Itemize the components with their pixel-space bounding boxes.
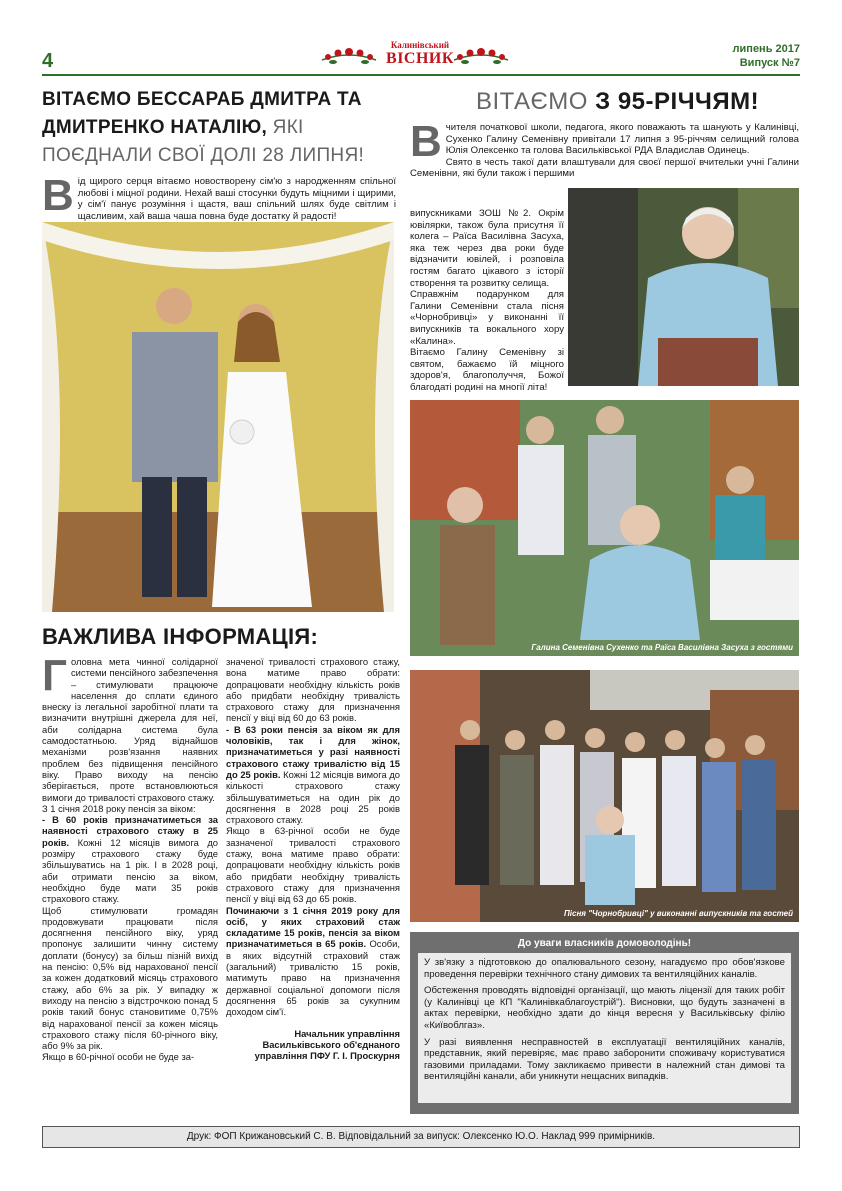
notice-paragraph: У зв'язку з підготовкою до опалювального сезону, нагадуємо про обов'язкове проведення перевірки технічного стану димових та вентиляційних каналів. <box>424 957 785 980</box>
page-header <box>42 38 800 76</box>
wedding-headline <box>42 86 396 170</box>
info-paragraph <box>226 905 400 1018</box>
info-bold: - В 63 роки пенсія за віком як для чоловіків, так і для жінок, призначатиметься у разі наявності страхового стажу тривалістю від 15 до 25 років. <box>226 723 400 780</box>
anniversary-caption-guests: Галина Семенівна Сухенко та Раїса Василівна Засуха з гостями <box>531 643 793 652</box>
floral-ornament-icon <box>452 42 510 68</box>
info-paragraph <box>42 814 218 904</box>
info-paragraph: Щоб стимулювати громадян продовжувати працювати після досягнення пенсійного віку, уряд пропонує залишити чинну систему доплати (бонусу) за більш пізній вихід на пенсію: 0,5% від нарахованої пенсії за кожен додатковий місяць страхового стажу, або 6% за рік. У випадку ж виходу на пенсію з відстрочкою понад 5 років такий бонус становитиме 0,75% від нарахованої пенсії за кожен місяць страхового стажу після 60-річного віку, або 9% за рік. <box>42 904 218 1052</box>
info-signature: Начальник управління Васильківського об'єднаного управління ПФУ Г. І. Проскурня <box>254 1027 400 1062</box>
notice-paragraph: Обстеження проводять відповідні організації, що мають ліцензії для таких робіт (у Калинівці це КП "Калинівкаблагоустрій"). Висновки, що будуть зазначені в актах перевірки, необхідно здати до кінця вересня у Васильківську філію «Київоблгаз». <box>424 985 785 1031</box>
info-text: Кожні 12 місяців вимога до розміру страхового стажу буде збільшуватись на 1 рік. І в 2028 році, аби отримати пенсію за віком, необхідно буде мати 35 років страхового стажу. <box>42 836 218 905</box>
info-headline: ВАЖЛИВА ІНФОРМАЦІЯ: <box>42 624 319 649</box>
anniversary-headline-bold: З 95-РІЧЧЯМ! <box>595 88 760 115</box>
info-paragraph: значеної тривалості страхового стажу, вона матиме право обрати: допрацювати необхідну кількість років або придбати необхідну тривалість страхового стажу для призначення пенсії у віці від 60 до 63 років. <box>226 656 400 724</box>
masthead-title: ВІСНИК <box>386 50 454 67</box>
anniversary-paragraph: Вітаємо Галину Семенівну зі святом, бажаємо їй міцного здоров'я, благополуччя, Божої благодаті родині на многії літа! <box>410 347 564 393</box>
anniversary-headline-light: ВІТАЄМО <box>476 88 596 115</box>
info-paragraph: З 1 січня 2018 року пенсія за віком: <box>42 802 196 814</box>
info-column-b <box>226 656 400 1061</box>
print-footer: Друк: ФОП Крижановський С. В. Відповідальний за випуск: Олексенко Ю.О. Наклад 999 примірників. <box>42 1126 800 1148</box>
anniversary-intro-text-2: Свято в честь такої дати влаштували для своєї першої вчительки учні Галини Семенівни, які були також і першими <box>410 156 799 180</box>
anniversary-dropcap: В <box>410 117 442 166</box>
anniversary-intro-text: чителя початкової школи, педагога, якого поважають та шанують у Калинівці, Сухенко Галину Семенівну привітали 17 липня з 95-річчям селищний голова Юлія Олексенко та голова Васильківської РДА Владислав Одинець. <box>445 122 799 157</box>
anniversary-intro <box>410 117 799 180</box>
anniversary-photo-portrait <box>568 188 799 386</box>
wedding-text <box>42 171 396 222</box>
info-paragraph <box>226 724 400 826</box>
info-paragraph: Якщо в 63-річної особи не буде зазначеної тривалості страхового стажу, вона матиме право обрати: допрацювати необхідну кількість років або придбати необхідну тривалість страхового стажу для призначення пенсії у віці від 63 до 65 років. <box>226 825 400 905</box>
anniversary-caption-choir: Пісня "Чорнобривці" у виконанні випускників та гостей <box>564 909 793 918</box>
wedding-headline-bold: ВІТАЄМО БЕССАРАБ ДМИТРА ТА ДМИТРЕНКО НАТАЛІЮ, <box>42 89 362 138</box>
info-paragraph: Якщо в 60-річної особи не буде за- <box>42 1051 195 1063</box>
info-text: Кожні 12 місяців вимога до кількості страхового стажу збільшуватиметься на один рік до досягнення в 2028 році 25 років страхового стажу. <box>226 768 401 826</box>
anniversary-side-text <box>410 208 564 394</box>
anniversary-photo-guests <box>410 400 799 656</box>
homeowners-notice <box>410 932 799 1114</box>
info-dropcap: Г <box>42 651 67 700</box>
wedding-dropcap: В <box>42 171 74 220</box>
issue-date: липень 2017 <box>732 43 800 55</box>
info-bold: Починаючи з 1 січня 2019 року для осіб, у яких страховий стаж складатиме 15 років, пенсія за віком призначатиметься в 65 років. <box>226 904 400 950</box>
info-bold: - В 60 років призначатиметься за наявності страхового стажу в 25 років. <box>42 814 218 848</box>
notice-paragraph: У разі виявлення несправностей в експлуатації вентиляційних каналів, представник, який перевіряє, має право заборонити споживачу користуватися газовими приладами. Тому закликаємо привести в належний стан димові та вентиляційні канали, аби уникнути нещасних випадків. <box>424 1036 785 1083</box>
info-column-a <box>42 651 218 1063</box>
info-text: оловна мета чинної солідарної системи пенсійного забезпечення – стимулювати працююче населення до сплати єдиного внеску із легальної заробітної плати та визначити внутрішні джерела для неї, аби солідарна система була самодостатньою. Уряд віднайшов механізми розв'язання наявних проблем без підвищення пенсійного віку. Право виходу на пенсію зберігається, проте встановлюються вимоги до тривалості страхового стажу. <box>42 656 218 803</box>
anniversary-paragraph: випускниками ЗОШ №2. Окрім ювілярки, також була присутня її колега – Раїса Василівна Засуха, яка теж через два роки буде відзначити ювілей, і розповіла гостям багато цікавого з історії створення та розвитку селища. <box>410 208 564 289</box>
page-number: 4 <box>42 50 54 72</box>
header-divider <box>42 74 800 76</box>
anniversary-photo-choir <box>410 670 799 922</box>
anniversary-headline <box>476 88 759 116</box>
info-text: Особи, в яких відсутній страховий стаж (загальний) тривалістю 15 років, матимуть право на призначення державної соціальної допомоги після досягнення 65 років за сукупним доходом сім'ї. <box>226 938 400 1018</box>
issue-info <box>733 42 800 70</box>
anniversary-paragraph: Справжнім подарунком для Галини Семенівни стала пісня «Чорнобривці» у виконанні її випускників та вокального хору «Калина». <box>410 289 564 347</box>
wedding-body: ід щирого серця вітаємо новостворену сім'ю з народженням спільної любові і міцної родини. Нехай ваші стосунки будуть міцними і щирими, у сім'ї панує розуміння і щастя, ваш спільний шлях буде світлим і щасливим, хай ваша чаша повна буде достатку й радості! <box>77 176 396 222</box>
wedding-headline-light: ЯКІ ПОЄДНАЛИ СВОЇ ДОЛІ 28 ЛИПНЯ! <box>42 117 365 166</box>
info-paragraph <box>42 651 218 803</box>
notice-title: До уваги власників домоволодінь! <box>517 938 692 949</box>
masthead-small: Калинівський <box>390 40 450 50</box>
wedding-photo <box>42 222 394 612</box>
issue-number: Випуск №7 <box>739 57 800 69</box>
notice-body <box>418 953 791 1103</box>
wedding-article <box>42 86 396 222</box>
